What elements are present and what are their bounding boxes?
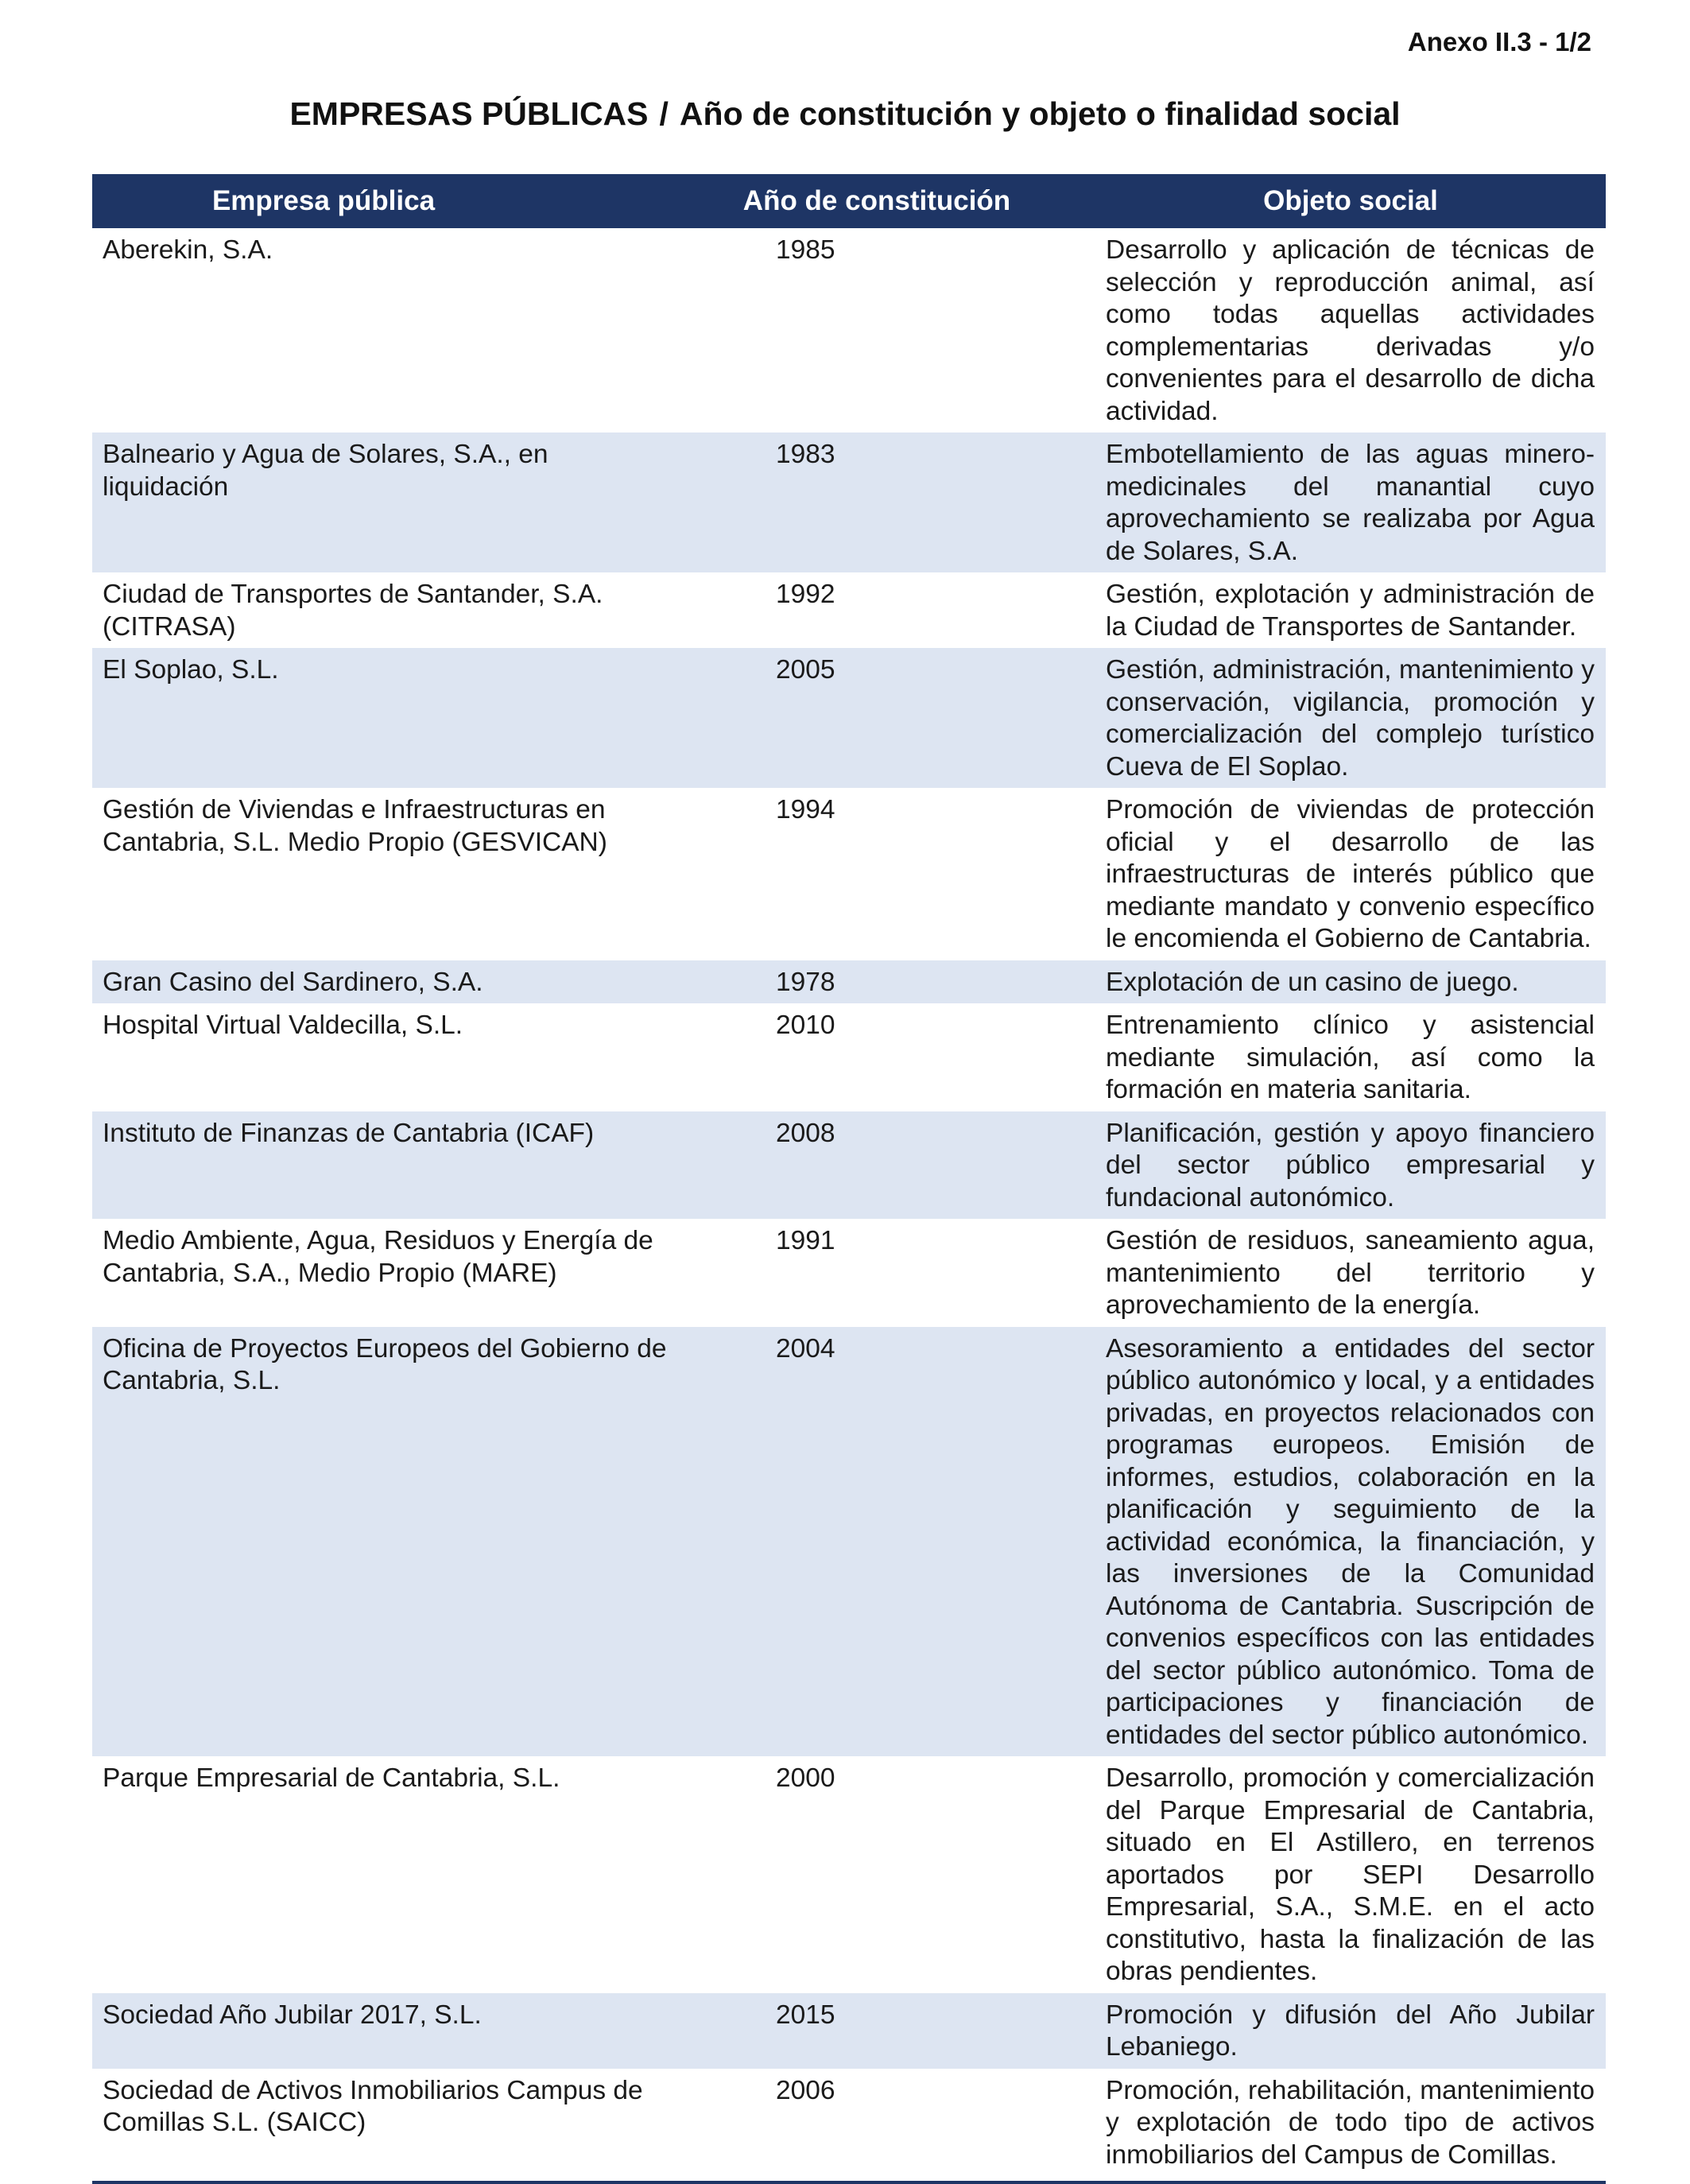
purpose-cell: Desarrollo y aplicación de técnicas de selección y reproducción animal, así como todas aquellas actividades complementarias derivadas y/o convenientes para el desarrollo de dicha actividad. [1106, 235, 1595, 426]
company-name-cell: Medio Ambiente, Agua, Residuos y Energía de Cantabria, S.A., Medio Propio (MARE) [103, 1226, 653, 1288]
company-name-cell: Aberekin, S.A. [103, 235, 273, 265]
year-cell: 1992 [776, 580, 835, 609]
companies-table-container [92, 174, 1606, 2184]
header-anio: Año de constitución [690, 174, 1095, 228]
year-cell: 2010 [776, 1011, 835, 1040]
table-row [92, 1003, 1606, 1111]
title-separator: / [659, 95, 669, 132]
page-title [0, 95, 1690, 133]
table-row [92, 1993, 1606, 2069]
table-row [92, 648, 1606, 788]
company-name-cell: Oficina de Proyectos Europeos del Gobierno de Cantabria, S.L. [92, 1327, 690, 1757]
purpose-cell: Entrenamiento clínico y asistencial mediante simulación, así como la formación en materia sanitaria. [1106, 1011, 1595, 1104]
company-name-cell: Hospital Virtual Valdecilla, S.L. [103, 1011, 463, 1040]
year-cell: 1985 [776, 235, 835, 265]
purpose-cell: Gestión de residuos, saneamiento agua, mantenimiento del territorio y aprovechamiento de la energía. [1106, 1226, 1595, 1320]
purpose-cell: Planificación, gestión y apoyo financiero del sector público empresarial y fundacional autonómico. [1095, 1111, 1606, 1220]
company-name-cell: Ciudad de Transportes de Santander, S.A. (CITRASA) [103, 580, 603, 642]
purpose-cell: Asesoramiento a entidades del sector público autonómico y local, y a entidades privadas, en proyectos relacionados con programas europeos. Emisión de informes, estudios, colaboración en la planificación y seguimiento de la actividad económica, la financiación, y las inversiones de la Comunidad Autónoma de Cantabria. Suscripción de convenios específicos con las entidades del sector público autonómico. Toma de participaciones y financiación de entidades del sector público autonómico. [1095, 1327, 1606, 1757]
companies-table [92, 174, 1606, 2176]
table-row [92, 788, 1606, 960]
year-cell: 2005 [690, 648, 1095, 788]
year-cell: 1991 [776, 1226, 835, 1255]
company-name-cell: Gestión de Viviendas e Infraestructuras en Cantabria, S.L. Medio Propio (GESVICAN) [103, 795, 607, 857]
title-main: EMPRESAS PÚBLICAS [289, 95, 649, 132]
purpose-cell: Desarrollo, promoción y comercialización del Parque Empresarial de Cantabria, situado en El Astillero, en terrenos aportados por SEPI Desarrollo Empresarial, S.A., S.M.E. en el acto constitutivo, hasta la finalización de las obras pendientes. [1106, 1763, 1595, 1986]
header-objeto: Objeto social [1095, 174, 1606, 228]
purpose-cell: Promoción y difusión del Año Jubilar Lebaniego. [1095, 1993, 1606, 2069]
year-cell: 2006 [776, 2075, 835, 2105]
table-row [92, 960, 1606, 1004]
year-cell: 1994 [776, 795, 835, 824]
year-cell: 2000 [776, 1763, 835, 1793]
table-row [92, 228, 1606, 433]
company-name-cell: Gran Casino del Sardinero, S.A. [92, 960, 690, 1004]
purpose-cell: Explotación de un casino de juego. [1095, 960, 1606, 1004]
annex-label: Anexo II.3 - 1/2 [1407, 27, 1591, 56]
table-bottom-rule [92, 2181, 1606, 2184]
company-name-cell: Instituto de Finanzas de Cantabria (ICAF) [92, 1111, 690, 1220]
table-body [92, 228, 1606, 2176]
purpose-cell: Gestión, administración, mantenimiento y conservación, vigilancia, promoción y comercialización del complejo turístico Cueva de El Soplao. [1095, 648, 1606, 788]
purpose-cell: Promoción de viviendas de protección oficial y el desarrollo de las infraestructuras de interés público que mediante mandato y convenio específico le encomienda el Gobierno de Cantabria. [1106, 795, 1595, 953]
company-name-cell: Balneario y Agua de Solares, S.A., en liquidación [92, 433, 690, 572]
table-row [92, 1219, 1606, 1327]
company-name-cell: Sociedad Año Jubilar 2017, S.L. [92, 1993, 690, 2069]
year-cell: 2004 [690, 1327, 1095, 1757]
year-cell: 1978 [690, 960, 1095, 1004]
table-row [92, 1327, 1606, 1757]
year-cell: 2015 [690, 1993, 1095, 2069]
table-row [92, 572, 1606, 648]
purpose-cell: Embotellamiento de las aguas minero-medicinales del manantial cuyo aprovechamiento se realizaba por Agua de Solares, S.A. [1095, 433, 1606, 572]
purpose-cell: Promoción, rehabilitación, mantenimiento y explotación de todo tipo de activos inmobiliarios del Campus de Comillas. [1106, 2075, 1595, 2170]
table-header-row [92, 174, 1606, 228]
year-cell: 1983 [690, 433, 1095, 572]
company-name-cell: El Soplao, S.L. [92, 648, 690, 788]
header-empresa: Empresa pública [92, 174, 690, 228]
company-name-cell: Sociedad de Activos Inmobiliarios Campus de Comillas S.L. (SAICC) [103, 2075, 643, 2137]
company-name-cell: Parque Empresarial de Cantabria, S.L. [103, 1763, 560, 1793]
table-row [92, 1756, 1606, 1993]
table-row [92, 433, 1606, 572]
year-cell: 2008 [690, 1111, 1095, 1220]
table-row [92, 2069, 1606, 2177]
title-sub: Año de constitución y objeto o finalidad social [679, 95, 1401, 132]
table-row [92, 1111, 1606, 1220]
purpose-cell: Gestión, explotación y administración de la Ciudad de Transportes de Santander. [1106, 580, 1595, 642]
